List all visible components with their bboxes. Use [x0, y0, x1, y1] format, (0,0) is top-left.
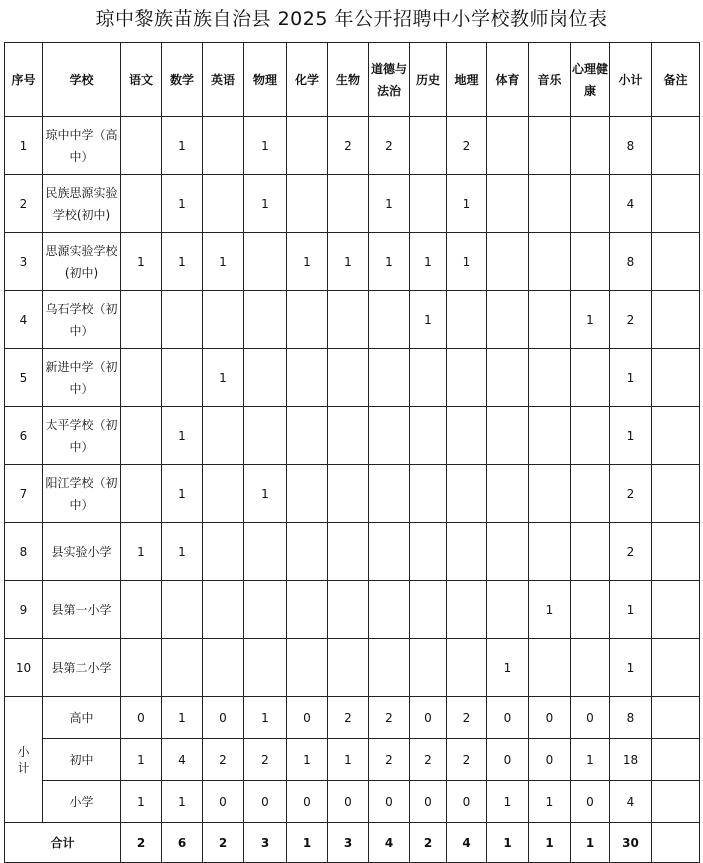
row-cell	[328, 349, 369, 407]
header-subtotal: 小计	[610, 43, 652, 117]
row-school: 县第一小学	[43, 581, 121, 639]
header-subject: 历史	[410, 43, 447, 117]
total-cell: 4	[447, 823, 487, 863]
row-cell	[571, 581, 610, 639]
row-cell	[447, 407, 487, 465]
row-cell	[410, 175, 447, 233]
row-cell	[571, 349, 610, 407]
row-cell	[328, 291, 369, 349]
subtotal-cell: 4	[162, 739, 203, 781]
subtotal-cell: 1	[244, 697, 287, 739]
row-cell	[287, 117, 328, 175]
subtotal-cell: 0	[121, 697, 162, 739]
row-cell	[571, 639, 610, 697]
table-row	[5, 581, 700, 639]
row-cell	[529, 291, 571, 349]
total-cell: 2	[410, 823, 447, 863]
subtotal-cell: 2	[369, 739, 410, 781]
row-cell	[244, 291, 287, 349]
row-cell: 1	[162, 465, 203, 523]
row-remark	[652, 407, 700, 465]
subtotal-cell: 2	[203, 739, 244, 781]
row-cell: 1	[121, 233, 162, 291]
row-cell	[369, 349, 410, 407]
page-title: 琼中黎族苗族自治县 2025 年公开招聘中小学校教师岗位表	[95, 8, 608, 30]
subtotal-cell: 0	[203, 697, 244, 739]
subtotal-cell: 0	[287, 781, 328, 823]
row-cell: 1	[162, 407, 203, 465]
row-remark	[652, 291, 700, 349]
table-row	[5, 407, 700, 465]
subtotal-cell: 2	[328, 697, 369, 739]
row-cell: 2	[369, 117, 410, 175]
subtotal-cell: 0	[571, 697, 610, 739]
row-subtotal: 2	[610, 465, 652, 523]
row-subtotal: 1	[610, 349, 652, 407]
row-remark	[652, 523, 700, 581]
row-cell	[369, 291, 410, 349]
row-cell	[121, 117, 162, 175]
row-cell	[287, 407, 328, 465]
header-subject: 化学	[287, 43, 328, 117]
row-cell	[487, 291, 529, 349]
row-cell	[328, 465, 369, 523]
row-cell	[287, 291, 328, 349]
row-cell	[162, 581, 203, 639]
table-row	[5, 523, 700, 581]
row-subtotal: 2	[610, 291, 652, 349]
row-remark	[652, 233, 700, 291]
row-cell	[571, 117, 610, 175]
total-cell: 2	[121, 823, 162, 863]
subtotal-cell: 0	[529, 697, 571, 739]
row-cell: 1	[203, 233, 244, 291]
total-cell: 2	[203, 823, 244, 863]
row-cell	[369, 465, 410, 523]
row-cell: 1	[162, 175, 203, 233]
row-cell	[571, 175, 610, 233]
row-cell	[244, 581, 287, 639]
row-cell	[410, 465, 447, 523]
row-cell	[328, 407, 369, 465]
row-school: 民族思源实验学校(初中)	[43, 175, 121, 233]
subtotal-label: 小计	[5, 697, 43, 823]
row-remark	[652, 465, 700, 523]
row-cell	[328, 523, 369, 581]
subtotal-cell: 2	[447, 697, 487, 739]
row-cell	[203, 639, 244, 697]
row-school: 县实验小学	[43, 523, 121, 581]
row-cell	[121, 407, 162, 465]
subtotal-cell: 2	[244, 739, 287, 781]
subtotal-cell: 1	[162, 781, 203, 823]
subtotal-cell: 0	[571, 781, 610, 823]
total-cell: 1	[571, 823, 610, 863]
row-cell	[328, 175, 369, 233]
header-subject: 地理	[447, 43, 487, 117]
row-cell	[410, 639, 447, 697]
row-cell: 1	[287, 233, 328, 291]
row-school: 县第二小学	[43, 639, 121, 697]
total-remark	[652, 823, 700, 863]
row-cell	[487, 117, 529, 175]
row-cell	[203, 117, 244, 175]
row-subtotal: 8	[610, 233, 652, 291]
row-cell	[244, 349, 287, 407]
subtotal-cell: 0	[203, 781, 244, 823]
row-cell	[529, 465, 571, 523]
row-cell: 1	[410, 233, 447, 291]
row-seq: 5	[5, 349, 43, 407]
header-subject: 语文	[121, 43, 162, 117]
subtotal-remark	[652, 781, 700, 823]
row-cell	[121, 639, 162, 697]
row-cell	[487, 465, 529, 523]
row-cell: 1	[369, 233, 410, 291]
row-cell	[244, 523, 287, 581]
row-cell	[447, 291, 487, 349]
subtotal-row	[5, 781, 700, 823]
row-remark	[652, 349, 700, 407]
row-cell	[487, 233, 529, 291]
row-cell	[529, 639, 571, 697]
subtotal-level: 高中	[43, 697, 121, 739]
row-cell	[369, 407, 410, 465]
total-cell: 3	[244, 823, 287, 863]
table-row	[5, 175, 700, 233]
row-cell: 1	[529, 581, 571, 639]
row-cell	[369, 523, 410, 581]
row-cell	[529, 407, 571, 465]
row-cell: 1	[244, 117, 287, 175]
row-cell	[529, 523, 571, 581]
row-cell: 2	[447, 117, 487, 175]
header-subject: 道德与法治	[369, 43, 410, 117]
row-cell	[203, 407, 244, 465]
row-cell	[487, 581, 529, 639]
subtotal-cell: 0	[529, 739, 571, 781]
row-cell	[529, 117, 571, 175]
row-cell	[287, 465, 328, 523]
row-cell	[328, 639, 369, 697]
row-cell	[487, 349, 529, 407]
row-seq: 4	[5, 291, 43, 349]
recruitment-table	[4, 42, 700, 863]
row-school: 思源实验学校(初中)	[43, 233, 121, 291]
row-seq: 2	[5, 175, 43, 233]
row-cell: 1	[244, 465, 287, 523]
row-school: 琼中中学（高中）	[43, 117, 121, 175]
subtotal-sum: 18	[610, 739, 652, 781]
subtotal-cell: 2	[410, 739, 447, 781]
row-cell: 1	[328, 233, 369, 291]
subtotal-cell: 0	[287, 697, 328, 739]
row-cell	[203, 523, 244, 581]
row-cell	[121, 349, 162, 407]
subtotal-cell: 1	[121, 739, 162, 781]
subtotal-cell: 0	[487, 739, 529, 781]
row-cell	[410, 349, 447, 407]
row-cell	[529, 233, 571, 291]
subtotal-remark	[652, 697, 700, 739]
row-cell: 1	[162, 117, 203, 175]
row-cell	[328, 581, 369, 639]
row-cell	[571, 407, 610, 465]
subtotal-row	[5, 739, 700, 781]
row-seq: 6	[5, 407, 43, 465]
row-cell	[487, 407, 529, 465]
row-subtotal: 1	[610, 581, 652, 639]
subtotal-level: 初中	[43, 739, 121, 781]
row-cell	[447, 639, 487, 697]
row-cell	[121, 175, 162, 233]
row-cell: 1	[121, 523, 162, 581]
table-row	[5, 639, 700, 697]
subtotal-cell: 0	[447, 781, 487, 823]
row-cell	[571, 523, 610, 581]
row-cell	[410, 117, 447, 175]
total-cell: 1	[287, 823, 328, 863]
row-cell: 1	[447, 175, 487, 233]
row-cell	[369, 639, 410, 697]
total-cell: 1	[529, 823, 571, 863]
row-cell: 1	[487, 639, 529, 697]
row-cell	[447, 465, 487, 523]
subtotal-cell: 0	[244, 781, 287, 823]
subtotal-level: 小学	[43, 781, 121, 823]
row-cell	[244, 639, 287, 697]
total-cell: 6	[162, 823, 203, 863]
row-cell	[410, 581, 447, 639]
row-cell	[447, 581, 487, 639]
row-cell	[121, 581, 162, 639]
row-cell: 2	[328, 117, 369, 175]
row-cell	[121, 291, 162, 349]
row-remark	[652, 581, 700, 639]
total-cell: 4	[369, 823, 410, 863]
row-subtotal: 8	[610, 117, 652, 175]
row-seq: 9	[5, 581, 43, 639]
table-row	[5, 349, 700, 407]
row-subtotal: 1	[610, 639, 652, 697]
row-remark	[652, 117, 700, 175]
header-subject: 物理	[244, 43, 287, 117]
row-cell	[410, 523, 447, 581]
header-subject: 数学	[162, 43, 203, 117]
row-subtotal: 2	[610, 523, 652, 581]
row-cell: 1	[571, 291, 610, 349]
subtotal-cell: 1	[162, 697, 203, 739]
subtotal-cell: 0	[410, 697, 447, 739]
subtotal-cell: 0	[487, 697, 529, 739]
row-cell	[287, 523, 328, 581]
row-cell: 1	[203, 349, 244, 407]
header-subject: 音乐	[529, 43, 571, 117]
row-subtotal: 4	[610, 175, 652, 233]
table-row	[5, 117, 700, 175]
row-cell: 1	[410, 291, 447, 349]
row-cell	[529, 349, 571, 407]
subtotal-cell: 1	[487, 781, 529, 823]
table-row	[5, 233, 700, 291]
row-seq: 1	[5, 117, 43, 175]
row-cell: 1	[369, 175, 410, 233]
row-school: 阳江学校（初中）	[43, 465, 121, 523]
subtotal-row	[5, 697, 700, 739]
subtotal-remark	[652, 739, 700, 781]
row-cell	[447, 523, 487, 581]
subtotal-sum: 4	[610, 781, 652, 823]
row-cell	[203, 581, 244, 639]
subtotal-cell: 0	[369, 781, 410, 823]
row-cell: 1	[244, 175, 287, 233]
table-row	[5, 465, 700, 523]
row-cell	[162, 349, 203, 407]
subtotal-cell: 0	[410, 781, 447, 823]
subtotal-cell: 1	[287, 739, 328, 781]
row-school: 乌石学校（初中）	[43, 291, 121, 349]
row-cell: 1	[447, 233, 487, 291]
row-school: 太平学校（初中）	[43, 407, 121, 465]
header-subject: 英语	[203, 43, 244, 117]
subtotal-cell: 1	[529, 781, 571, 823]
header-seq: 序号	[5, 43, 43, 117]
row-seq: 8	[5, 523, 43, 581]
row-cell	[203, 465, 244, 523]
total-cell: 1	[487, 823, 529, 863]
total-label: 合计	[5, 823, 121, 863]
table-row	[5, 291, 700, 349]
row-cell	[287, 639, 328, 697]
row-cell	[369, 581, 410, 639]
subtotal-cell: 0	[328, 781, 369, 823]
header-remark: 备注	[652, 43, 700, 117]
row-seq: 3	[5, 233, 43, 291]
row-cell	[287, 175, 328, 233]
header-school: 学校	[43, 43, 121, 117]
subtotal-cell: 2	[447, 739, 487, 781]
header-row	[5, 43, 700, 117]
row-cell	[571, 233, 610, 291]
row-remark	[652, 639, 700, 697]
header-subject: 生物	[328, 43, 369, 117]
total-row	[5, 823, 700, 863]
row-cell	[287, 349, 328, 407]
subtotal-cell: 2	[369, 697, 410, 739]
row-cell: 1	[162, 523, 203, 581]
total-sum: 30	[610, 823, 652, 863]
row-cell	[162, 291, 203, 349]
row-cell	[487, 175, 529, 233]
row-cell: 1	[162, 233, 203, 291]
row-cell	[487, 523, 529, 581]
row-cell	[244, 407, 287, 465]
header-subject: 心理健康	[571, 43, 610, 117]
row-remark	[652, 175, 700, 233]
row-cell	[529, 175, 571, 233]
subtotal-cell: 1	[571, 739, 610, 781]
row-cell	[162, 639, 203, 697]
row-school: 新进中学（初中）	[43, 349, 121, 407]
row-seq: 10	[5, 639, 43, 697]
row-cell	[410, 407, 447, 465]
row-cell	[203, 175, 244, 233]
subtotal-cell: 1	[328, 739, 369, 781]
row-seq: 7	[5, 465, 43, 523]
row-subtotal: 1	[610, 407, 652, 465]
total-cell: 3	[328, 823, 369, 863]
row-cell	[121, 465, 162, 523]
row-cell	[287, 581, 328, 639]
row-cell	[447, 349, 487, 407]
row-cell	[571, 465, 610, 523]
row-cell	[244, 233, 287, 291]
subtotal-sum: 8	[610, 697, 652, 739]
row-cell	[203, 291, 244, 349]
header-subject: 体育	[487, 43, 529, 117]
subtotal-cell: 1	[121, 781, 162, 823]
